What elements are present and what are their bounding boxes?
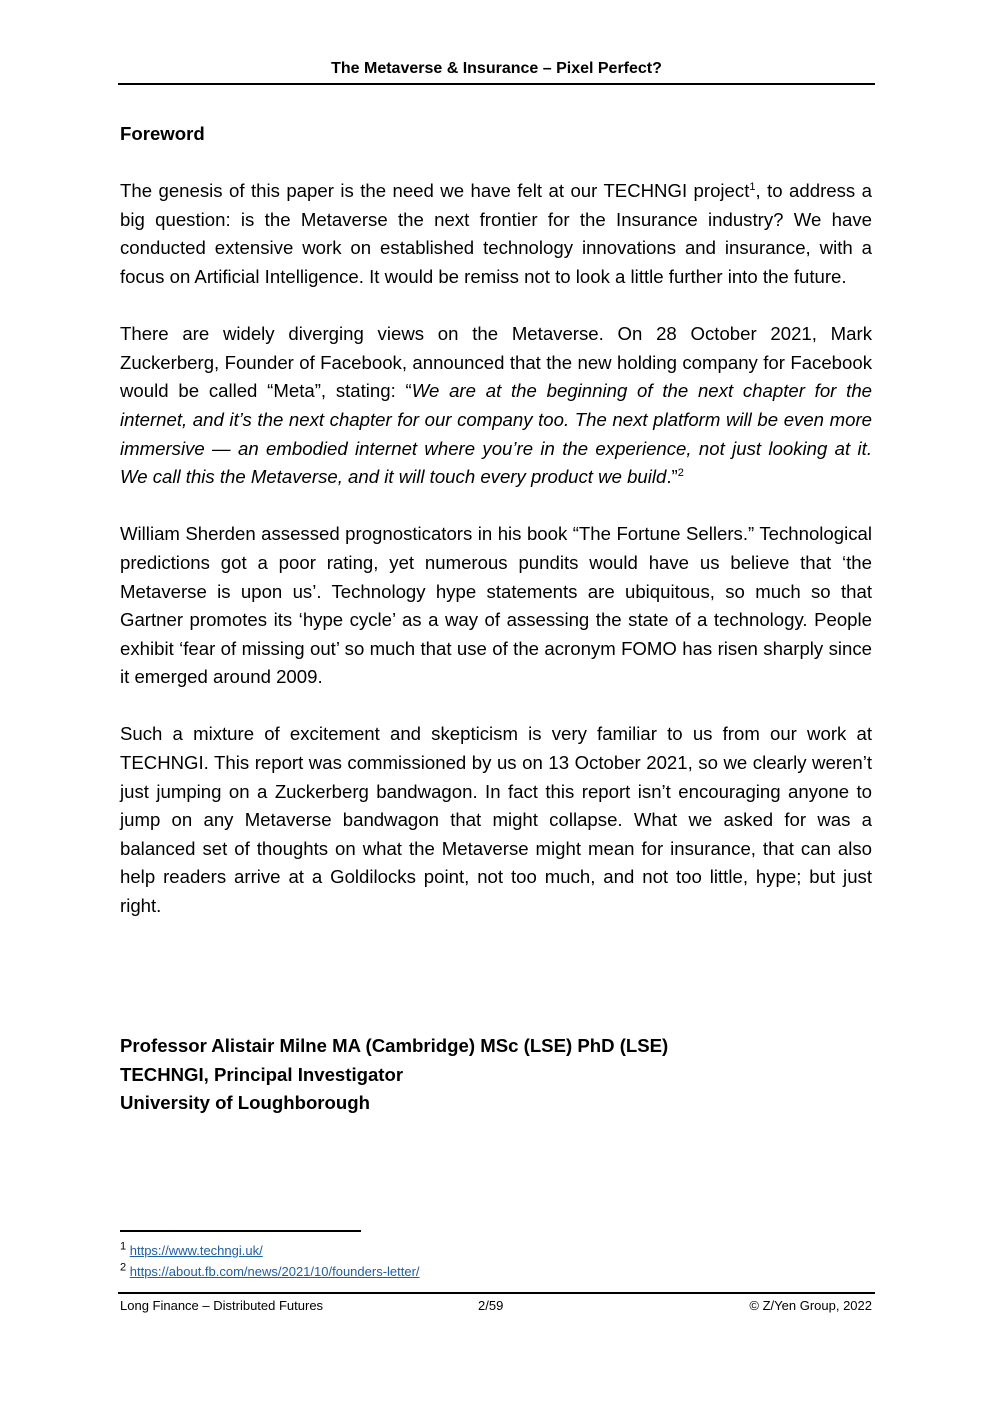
signature-role: TECHNGI, Principal Investigator [120,1063,404,1085]
footnote-1 [120,1240,263,1258]
footnote-number: 1 [120,1240,127,1253]
text: The genesis of this paper is the need we have felt at our TECHNGI project [120,180,750,202]
footnote-link[interactable]: https://www.techngi.uk/ [129,1243,263,1258]
signature-affiliation: University of Loughborough [120,1092,370,1114]
header-rule [118,83,875,85]
paragraph-1 [120,177,872,291]
footnote-rule [120,1230,361,1232]
footnote-link[interactable]: https://about.fb.com/news/2021/10/founders-letter/ [129,1264,420,1279]
footer-right: © Z/Yen Group, 2022 [749,1298,872,1313]
footnote-ref-1[interactable]: 1 [749,181,756,193]
text: .” [666,466,678,488]
signature-block [120,1032,668,1118]
footnote-number: 2 [120,1261,127,1274]
paragraph-2 [120,320,872,492]
footnote-ref-2[interactable]: 2 [677,466,684,479]
footnote-2 [120,1261,420,1279]
footer-rule [118,1292,875,1294]
foreword-body [120,120,872,949]
signature-name: Professor Alistair Milne MA (Cambridge) MSc (LSE) PhD (LSE) [120,1035,669,1056]
quote: We are at the beginning of the next chapter for the internet, and it’s the next chapter for our company too. The next platform will be even more immersive — an embodied internet where you’re in the experience, not just looking at it. We call this the Metaverse, and it will touch every product we build [120,380,872,488]
footer-left: Long Finance – Distributed Futures [120,1298,324,1313]
text: , to address a big question: is the Metaverse the next frontier for the Insurance industry? We have conducted extensive work on established technology innovations and insurance, with a focus on Artificial Intelligence. It would be remiss not to look a little further into the future. [120,180,872,287]
text: There are widely diverging views on the Metaverse. On 28 October 2021, Mark Zuckerberg, Founder of Facebook, announced that the new holding company for Facebook would be called “Meta”, stating: “ [120,323,872,402]
section-heading: Foreword [120,123,205,144]
paragraph-3: William Sherden assessed prognosticators in his book “The Fortune Sellers.” Technological predictions got a poor rating, yet numerous pundits would have us believe that ‘the Metaverse is upon us’. Technology hype statements are ubiquitous, so much so that Gartner promotes its ‘hype cycle’ as a way of assessing the state of a technology. People exhibit ‘fear of missing out’ so much that use of the acronym FOMO has risen sharply since it emerged around 2009. [120,523,872,688]
paragraph-4: Such a mixture of excitement and skepticism is very familiar to us from our work at TECHNGI. This report was commissioned by us on 13 October 2021, so we clearly weren’t just jumping on a Zuckerberg bandwagon. In fact this report isn’t encouraging anyone to jump on any Metaverse bandwagon that might collapse. What we asked for was a balanced set of thoughts on what the Metaverse might mean for insurance, that can also help readers arrive at a Goldilocks point, not too much, and not too little, hype; but just right. [120,723,872,917]
running-header: The Metaverse & Insurance – Pixel Perfect? [331,60,662,77]
page-number: 2/59 [478,1298,504,1313]
